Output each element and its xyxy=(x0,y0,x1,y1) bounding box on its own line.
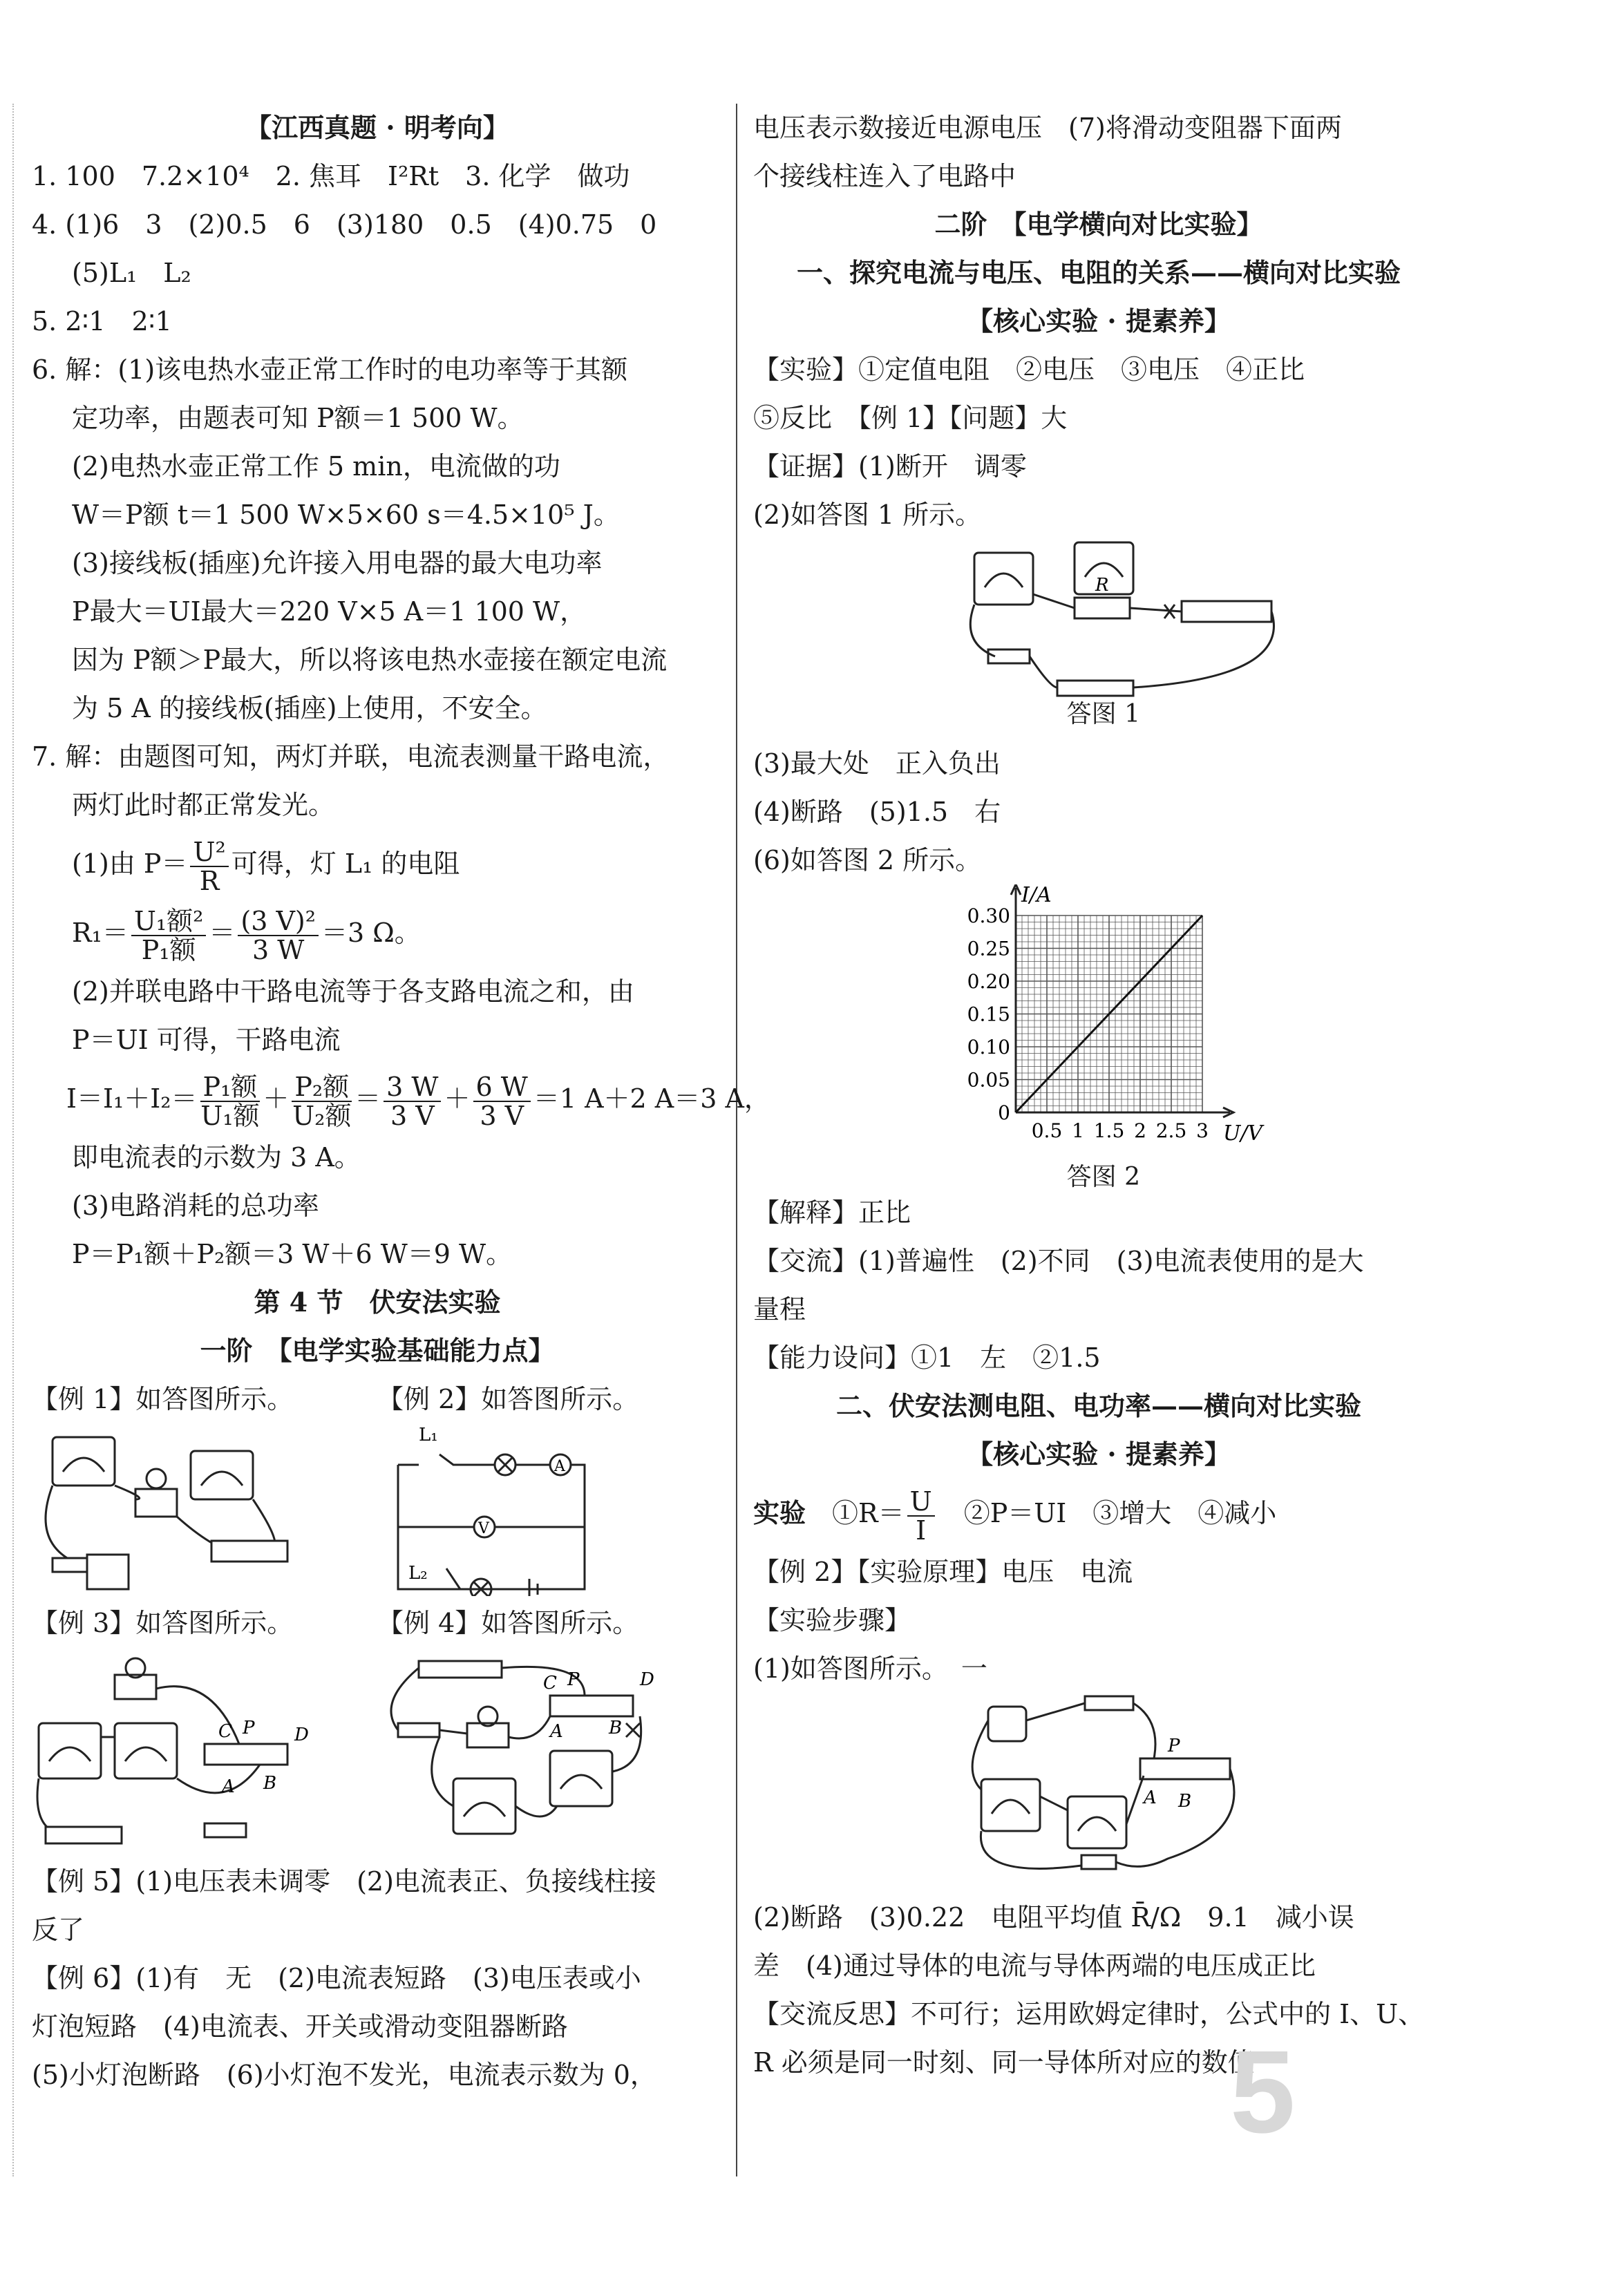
example5-l2: 反了 xyxy=(32,1915,85,1945)
label-A: A xyxy=(550,1721,563,1742)
steps-3: 差 (4)通过导体的电流与导体两端的电压成正比 xyxy=(753,1951,1316,1981)
formula-text: (1)由 P＝ xyxy=(72,848,188,879)
fraction-denominator: P₁额 xyxy=(141,934,196,965)
voltmeter-device xyxy=(39,1723,101,1778)
evidence-line1: 【证据】(1)断开 调零 xyxy=(753,451,1027,482)
label-ammeter: A xyxy=(554,1458,565,1475)
column-divider xyxy=(736,104,737,2176)
example3-label: 【例 3】如答图所示。 xyxy=(32,1608,294,1638)
fraction-denominator: U₁额 xyxy=(200,1100,260,1131)
example3-circuit-figure xyxy=(32,1647,336,1854)
answer-4-5: (4)断路 (5)1.5 右 xyxy=(753,797,1001,827)
formula-text: ＝ xyxy=(354,1083,381,1114)
steps-label: 【实验步骤】 xyxy=(753,1605,911,1635)
example1-circuit-figure xyxy=(32,1423,336,1596)
example2-circuit-diagram xyxy=(377,1423,681,1596)
label-A: A xyxy=(1144,1787,1157,1808)
formula-text: ＝1 A＋2 A＝3 A， xyxy=(533,1083,770,1114)
voltmeter-device xyxy=(550,1751,612,1806)
label-L2: L₂ xyxy=(408,1563,428,1584)
fraction xyxy=(473,1073,531,1130)
ability-question: 【能力设问】①1 左 ②1.5 xyxy=(753,1343,1101,1373)
y-tick-label: 0.25 xyxy=(967,937,1010,960)
example5-l1: 【例 5】(1)电压表未调零 (2)电流表正、负接线柱接 xyxy=(32,1866,656,1897)
answer-q7-l2: 两灯此时都正常发光。 xyxy=(72,790,335,820)
example4-label: 【例 4】如答图所示。 xyxy=(377,1608,639,1638)
answer-q5: 5. 2∶1 2∶1 xyxy=(32,306,172,336)
figure2-caption: 答图 2 xyxy=(1066,1163,1140,1191)
reflection-l1: 【交流反思】不可行；运用欧姆定律时，公式中的 I、U、 xyxy=(753,1999,1425,2029)
fraction xyxy=(238,907,319,964)
fraction-denominator: U₂额 xyxy=(292,1100,352,1131)
subsection1-title: 一、探究电流与电压、电阻的关系——横向对比实验 xyxy=(796,257,1401,288)
fraction-numerator: U² xyxy=(190,838,228,867)
meter-device xyxy=(53,1437,115,1486)
fraction-numerator: 6 W xyxy=(473,1073,531,1102)
x-tick-label: 1.5 xyxy=(1093,1119,1125,1142)
section4-title: 第 4 节 伏安法实验 xyxy=(254,1287,501,1318)
battery xyxy=(87,1555,129,1589)
fraction-denominator: 3 V xyxy=(480,1100,524,1131)
label-B: B xyxy=(263,1773,277,1794)
example2-principle: 【例 2】【实验原理】电压 电流 xyxy=(753,1557,1133,1587)
experiment-label: 实验 xyxy=(753,1497,806,1528)
answer-figure-3 xyxy=(753,1693,1444,1893)
communication-l2: 量程 xyxy=(753,1294,806,1325)
explanation: 【解释】正比 xyxy=(753,1197,911,1228)
subsection1-sub: 【核心实验 · 提素养】 xyxy=(967,305,1231,336)
subsection2-title: 二、伏安法测电阻、电功率——横向对比实验 xyxy=(835,1390,1361,1421)
continued-l2: 个接线柱连入了电路中 xyxy=(753,161,1016,191)
answer-q7-l7: P＝P₁额＋P₂额＝3 W＋6 W＝9 W。 xyxy=(72,1239,513,1269)
answer-figure-3-drawing xyxy=(753,1693,1444,1893)
label-P: P xyxy=(567,1669,580,1690)
chart-ticks xyxy=(967,904,1209,1142)
label-D: D xyxy=(294,1725,309,1745)
answer-q6-l5: (3)接线板(插座)允许接入用电器的最大电功率 xyxy=(72,548,603,578)
example1-label: 【例 1】如答图所示。 xyxy=(32,1384,294,1414)
fraction-numerator: 3 W xyxy=(384,1073,441,1102)
left-column xyxy=(32,104,770,2099)
y-tick-label: 0.15 xyxy=(967,1003,1010,1026)
examples-row-2 xyxy=(32,1599,723,1857)
answer-q7-l1: 7. 解：由题图可知，两灯并联，电流表测量干路电流， xyxy=(32,741,670,772)
battery-box xyxy=(419,1661,502,1678)
formula-text: ①R＝ xyxy=(832,1498,905,1528)
x-tick-label: 3 xyxy=(1196,1119,1209,1142)
lamp-bulb xyxy=(146,1469,166,1488)
right-column xyxy=(753,104,1444,2087)
label-voltmeter: V xyxy=(478,1520,489,1537)
formula-text: ＝3 Ω。 xyxy=(321,918,421,948)
fraction-numerator: U₁额² xyxy=(131,907,207,936)
rheostat xyxy=(550,1696,633,1716)
answer-q6-l2: 定功率，由题表可知 P额＝1 500 W。 xyxy=(72,403,524,433)
y-axis-label: I/A xyxy=(1021,884,1052,907)
voltmeter-device xyxy=(981,1779,1040,1831)
answer-q7-formula2 xyxy=(32,898,723,967)
fraction-numerator: P₁额 xyxy=(200,1073,261,1102)
battery-cells xyxy=(988,1707,1026,1741)
switch-symbol xyxy=(398,1568,460,1589)
figure1-caption: 答图 1 xyxy=(1066,700,1140,728)
fraction xyxy=(190,838,228,895)
ammeter-device xyxy=(453,1778,515,1834)
experiment-line1: 【实验】①定值电阻 ②电压 ③电压 ④正比 xyxy=(753,354,1305,385)
fraction-denominator: 3 V xyxy=(390,1100,435,1131)
formula-text: ＋ xyxy=(444,1083,471,1114)
x-tick-label: 2 xyxy=(1134,1119,1146,1142)
steps-1: (1)如答图所示。 一 xyxy=(753,1653,987,1684)
label-P: P xyxy=(1168,1736,1180,1756)
label-P: P xyxy=(243,1718,255,1738)
label-D: D xyxy=(640,1669,654,1690)
formula-text: R₁＝ xyxy=(72,918,129,948)
fraction-numerator: P₂额 xyxy=(292,1073,352,1102)
rheostat xyxy=(1182,601,1271,622)
answer-q7-formula3 xyxy=(32,1064,770,1133)
label-C: C xyxy=(218,1721,232,1742)
formula-text: I＝I₁＋I₂＝ xyxy=(66,1083,198,1114)
answer-figure-1-drawing xyxy=(753,539,1444,705)
formula-text: 可得，灯 L₁ 的电阻 xyxy=(231,848,460,879)
label-B: B xyxy=(609,1718,623,1738)
answer-q7-l5: 即电流表的示数为 3 A。 xyxy=(72,1142,361,1173)
answer-q6-l1: 6. 解：(1)该电热水壶正常工作时的电功率等于其额 xyxy=(32,354,628,385)
battery-box xyxy=(1057,681,1133,696)
reflection-l2: R 必须是同一时刻、同一导体所对应的数值 xyxy=(753,2047,1254,2078)
steps-2: (2)断路 (3)0.22 电阻平均值 R̄/Ω 9.1 减小误 xyxy=(753,1902,1354,1933)
x-axis-label: U/V xyxy=(1223,1121,1263,1146)
example6-l3: (5)小灯泡断路 (6)小灯泡不发光，电流表示数为 0， xyxy=(32,2060,656,2090)
section-title-jiangxi: 【江西真题 · 明考向】 xyxy=(245,112,509,143)
fraction-denominator: 3 W xyxy=(252,934,305,965)
answer-q6-l8: 为 5 A 的接线板(插座)上使用，不安全。 xyxy=(72,693,547,723)
label-L1: L₁ xyxy=(419,1425,438,1445)
fraction-numerator: (3 V)² xyxy=(238,907,319,936)
x-tick-label: 0.5 xyxy=(1031,1119,1063,1142)
example6-l2: 灯泡短路 (4)电流表、开关或滑动变阻器断路 xyxy=(32,2011,568,2042)
iu-chart xyxy=(753,884,1444,1161)
fraction-numerator: U xyxy=(907,1488,935,1517)
label-A: A xyxy=(222,1776,235,1797)
example2-label: 【例 2】如答图所示。 xyxy=(377,1384,639,1414)
margin-dotted-line xyxy=(12,104,15,2176)
answer-6: (6)如答图 2 所示。 xyxy=(753,845,982,875)
section2-title: 二阶 【电学横向对比实验】 xyxy=(934,209,1263,240)
communication-l1: 【交流】(1)普遍性 (2)不同 (3)电流表使用的是大 xyxy=(753,1246,1364,1276)
answer-q7-l6: (3)电路消耗的总功率 xyxy=(72,1190,319,1221)
y-tick-label: 0 xyxy=(998,1101,1010,1124)
answer-figure-2 xyxy=(753,884,1444,1191)
battery-box xyxy=(46,1827,122,1843)
evidence-line2: (2)如答图 1 所示。 xyxy=(753,500,982,530)
fraction-denominator: I xyxy=(916,1515,927,1546)
battery-symbol xyxy=(529,1579,538,1596)
lamp-base xyxy=(135,1489,177,1517)
experiment-line2: ⑤反比 【例 1】【问题】大 xyxy=(753,403,1068,433)
switch xyxy=(398,1723,439,1737)
page-number: 5 xyxy=(1230,2027,1296,2158)
answer-q4: 4. (1)6 3 (2)0.5 6 (3)180 0.5 (4)0.75 0 xyxy=(32,209,657,240)
formula-text: ＋ xyxy=(263,1083,290,1114)
continued-l1: 电压表示数接近电源电压 (7)将滑动变阻器下面两 xyxy=(753,113,1342,143)
answer-q4-5: (5)L₁ L₂ xyxy=(72,258,191,288)
switch xyxy=(53,1558,87,1572)
section4-subtitle: 一阶 【电学实验基础能力点】 xyxy=(200,1335,555,1366)
fraction xyxy=(907,1488,935,1544)
resistor-R xyxy=(1075,598,1130,618)
resistor xyxy=(1081,1855,1116,1869)
rheostat xyxy=(211,1541,287,1562)
rheostat xyxy=(205,1744,287,1765)
switch xyxy=(205,1823,246,1837)
example6-l1: 【例 6】(1)有 无 (2)电流表短路 (3)电压表或小 xyxy=(32,1963,641,1993)
y-tick-label: 0.20 xyxy=(967,970,1010,993)
example4-circuit-figure xyxy=(377,1647,681,1854)
answer-q6-l3: (2)电热水壶正常工作 5 min，电流做的功 xyxy=(72,451,560,482)
label-B: B xyxy=(1178,1791,1192,1812)
answer-q6-l4: W＝P额 t＝1 500 W×5×60 s＝4.5×10⁵ J。 xyxy=(72,500,620,530)
x-tick-label: 2.5 xyxy=(1155,1119,1187,1142)
answer-q7-formula1 xyxy=(32,829,723,898)
formula-text: ②P＝UI ③增大 ④减小 xyxy=(963,1498,1277,1528)
label-R: R xyxy=(1095,575,1109,596)
answer-q6-l7: 因为 P额＞P最大，所以将该电热水壶接在额定电流 xyxy=(72,645,668,675)
label-C: C xyxy=(543,1673,557,1693)
meter-device xyxy=(191,1451,253,1499)
y-tick-label: 0.10 xyxy=(967,1036,1010,1059)
fraction-denominator: R xyxy=(199,865,220,896)
ammeter-device xyxy=(115,1723,177,1778)
examples-row-1 xyxy=(32,1375,723,1599)
answer-q6-l6: P最大＝UI最大＝220 V×5 A＝1 100 W， xyxy=(72,596,587,627)
rheostat xyxy=(1140,1758,1230,1779)
answer-figure-1 xyxy=(753,539,1444,739)
y-tick-label: 0.05 xyxy=(967,1068,1010,1092)
answer-q7-l4: P＝UI 可得，干路电流 xyxy=(72,1025,341,1055)
x-tick-label: 1 xyxy=(1072,1119,1084,1142)
ammeter-device xyxy=(974,553,1033,605)
answer-q7-l3: (2)并联电路中干路电流等于各支路电流之和，由 xyxy=(72,976,634,1007)
answer-3: (3)最大处 正入负出 xyxy=(753,748,1001,779)
y-tick-label: 0.30 xyxy=(967,904,1010,927)
subsection2-sub: 【核心实验 · 提素养】 xyxy=(967,1439,1231,1470)
ammeter-device xyxy=(1068,1796,1126,1848)
fraction xyxy=(292,1073,352,1130)
switch xyxy=(1085,1696,1133,1710)
fraction xyxy=(131,907,207,964)
fraction xyxy=(384,1073,441,1130)
formula-text: ＝ xyxy=(209,918,236,948)
answer-q1-3: 1. 100 7.2×10⁴ 2. 焦耳 I²Rt 3. 化学 做功 xyxy=(32,161,630,191)
fraction xyxy=(200,1073,261,1130)
experiment-formulas xyxy=(753,1479,1444,1548)
